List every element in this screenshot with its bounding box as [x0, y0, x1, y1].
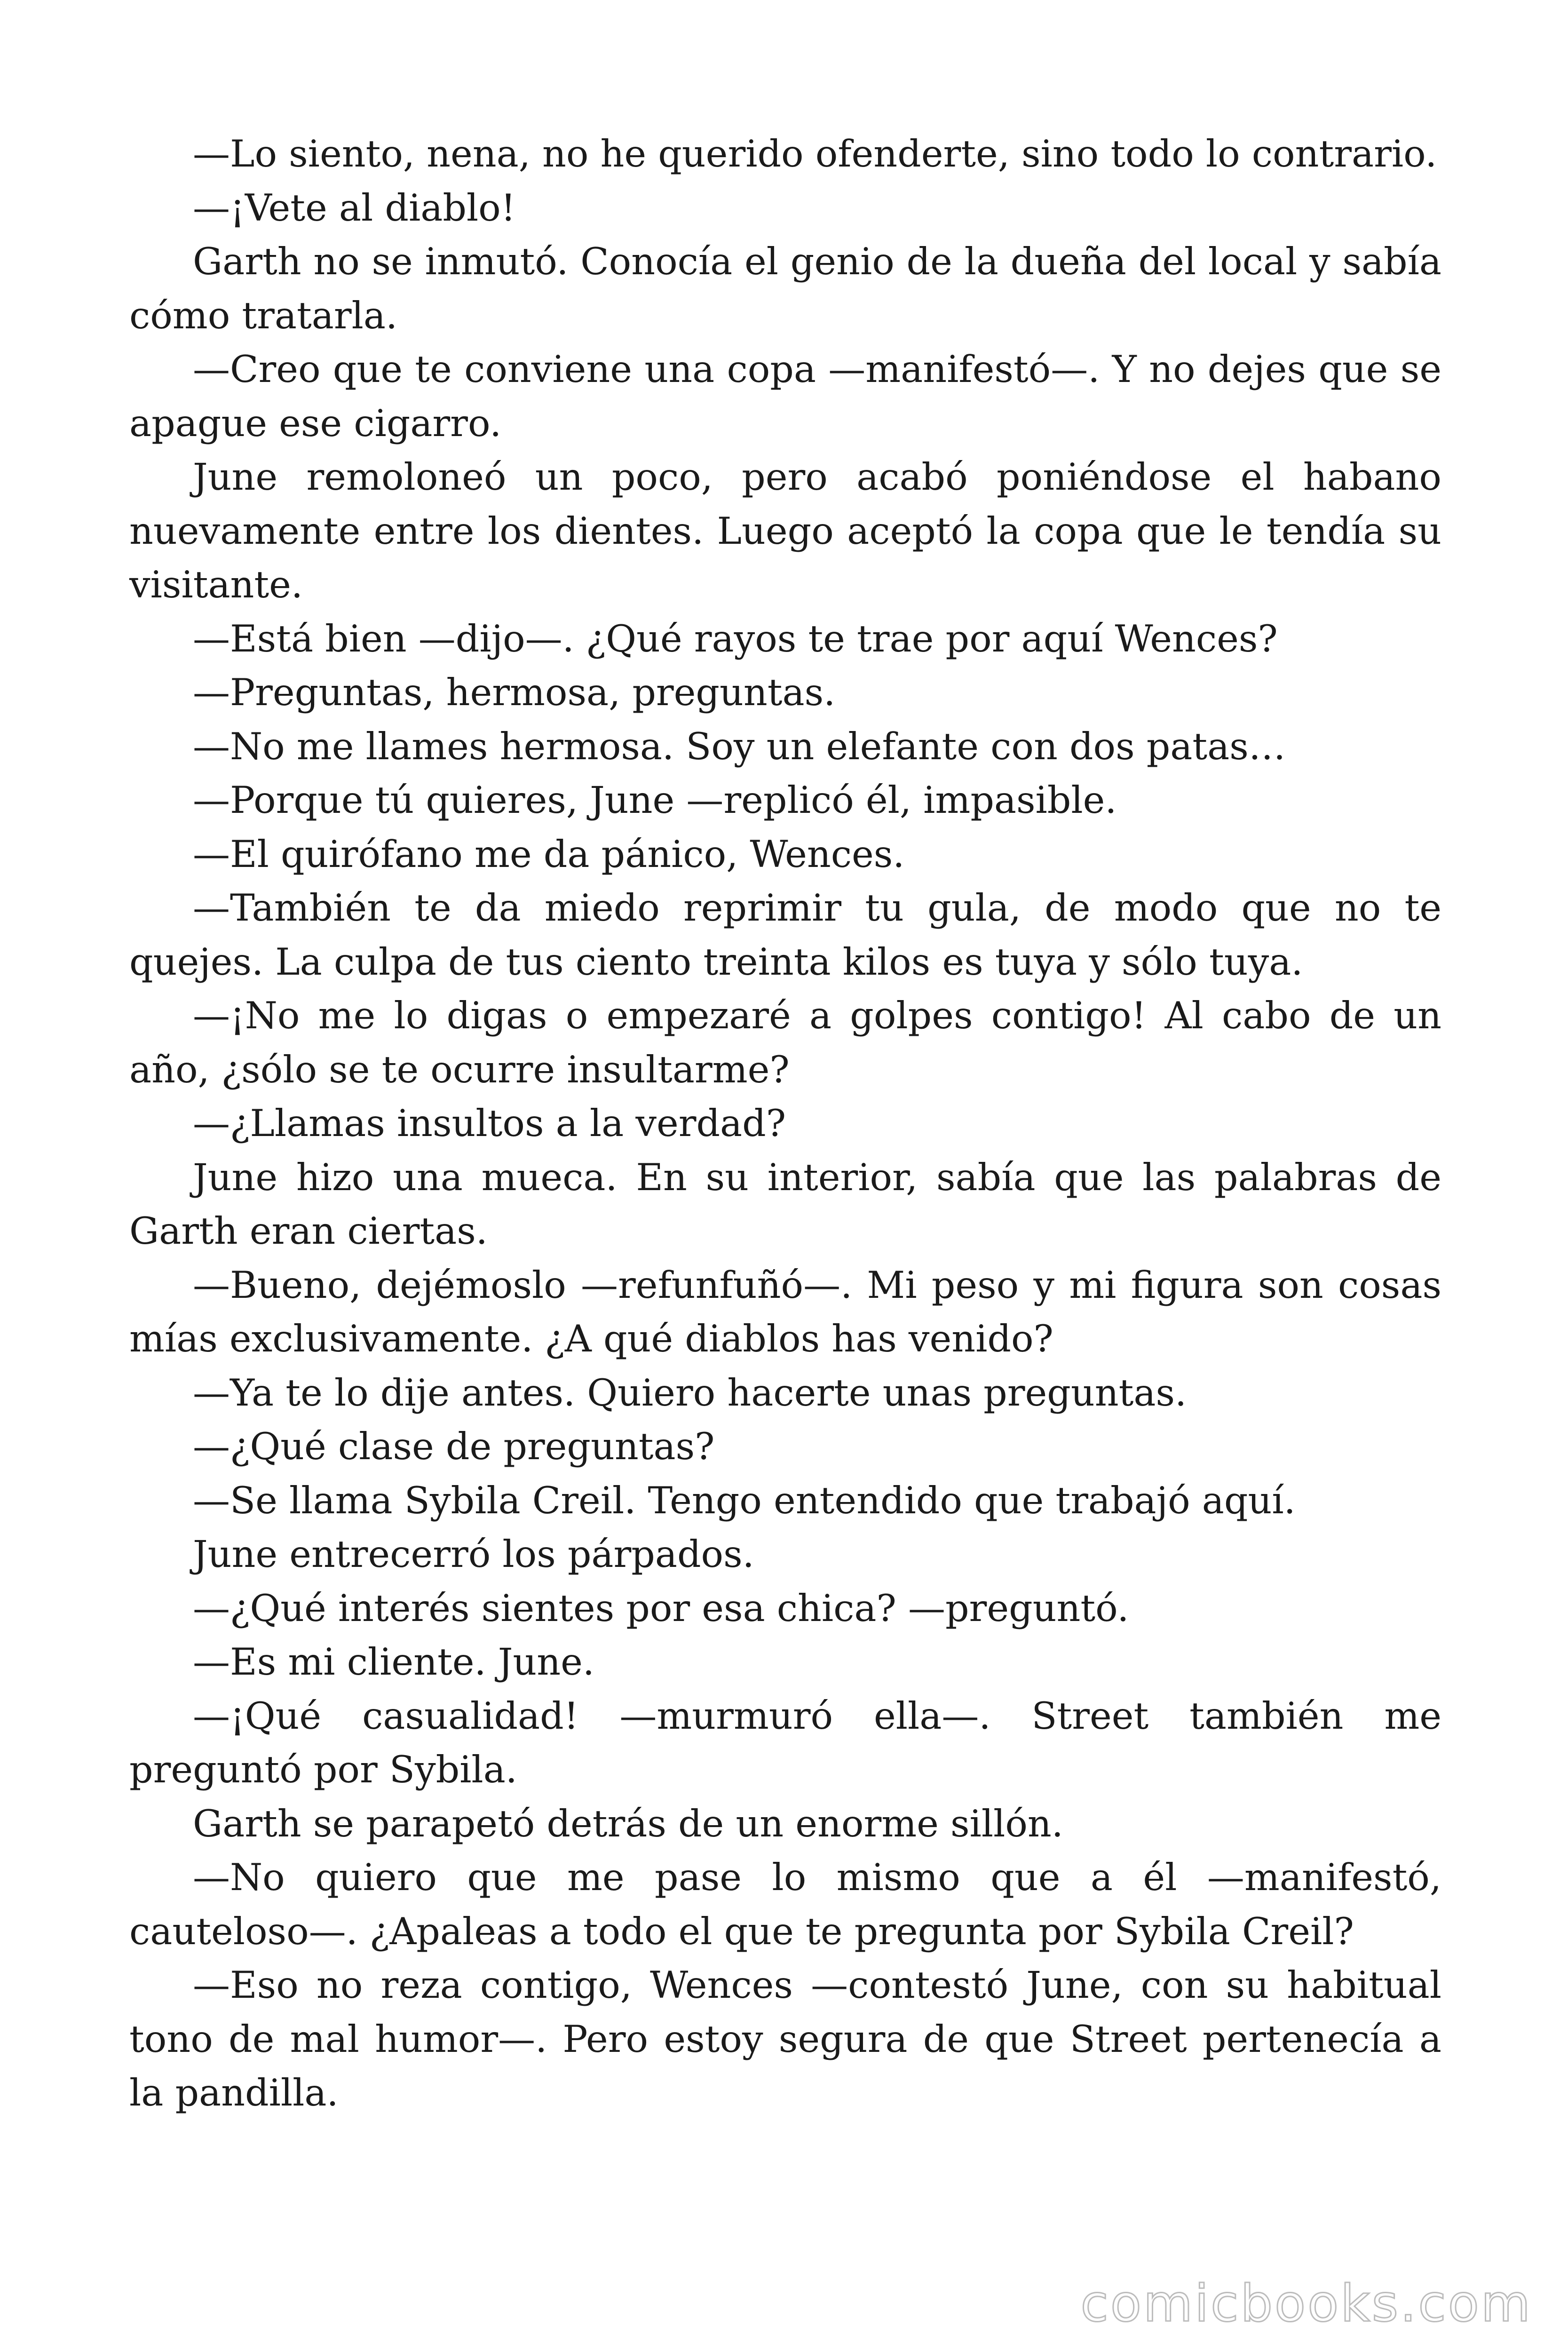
paragraph: —¡No me lo digas o empezaré a golpes contigo! Al cabo de un año, ¿sólo se te ocurre insultarme? — [129, 994, 1441, 1091]
paragraph: —Porque tú quieres, June —replicó él, impasible. — [193, 779, 1117, 822]
paragraph: —Lo siento, nena, no he querido ofenderte, sino todo lo contrario. — [193, 132, 1437, 175]
paragraph: —No quiero que me pase lo mismo que a él —manifestó, cauteloso—. ¿Apaleas a todo el que te pregunta por Sybila Creil? — [129, 1856, 1441, 1953]
paragraph: —El quirófano me da pánico, Wences. — [193, 832, 905, 876]
paragraph: —Preguntas, hermosa, preguntas. — [193, 671, 836, 714]
paragraph: Garth no se inmutó. Conocía el genio de la dueña del local y sabía cómo tratarla. — [129, 240, 1441, 337]
paragraph: —¿Qué interés sientes por esa chica? —preguntó. — [193, 1586, 1129, 1630]
paragraph: —Eso no reza contigo, Wences —contestó June, con su habitual tono de mal humor—. Pero estoy segura de que Street pertenecía a la pandilla. — [129, 1963, 1441, 2114]
paragraph: —También te da miedo reprimir tu gula, de modo que no te quejes. La culpa de tus ciento treinta kilos es tuya y sólo tuya. — [129, 886, 1441, 984]
paragraph: —Bueno, dejémoslo —refunfuñó—. Mi peso y mi figura son cosas mías exclusivamente. ¿A qué diablos has venido? — [129, 1263, 1441, 1360]
paragraph: —Creo que te conviene una copa —manifestó—. Y no dejes que se apague ese cigarro. — [129, 348, 1441, 445]
page-text — [129, 127, 1441, 2120]
paragraph: Garth se parapetó detrás de un enorme sillón. — [193, 1802, 1063, 1845]
paragraph: June remoloneó un poco, pero acabó poniéndose el habano nuevamente entre los dientes. Luego aceptó la copa que le tendía su visitante. — [129, 455, 1441, 606]
watermark: comicbooks.com — [1080, 2274, 1532, 2333]
paragraph: —Es mi cliente. June. — [193, 1640, 595, 1684]
paragraph: —No me llames hermosa. Soy un elefante con dos patas… — [193, 724, 1286, 768]
paragraph: —Está bien —dijo—. ¿Qué rayos te trae por aquí Wences? — [193, 617, 1278, 660]
paragraph: —Se llama Sybila Creil. Tengo entendido que trabajó aquí. — [193, 1478, 1296, 1522]
paragraph: —¿Llamas insultos a la verdad? — [193, 1102, 786, 1145]
paragraph: —¡Qué casualidad! —murmuró ella—. Street también me preguntó por Sybila. — [129, 1694, 1441, 1791]
paragraph: —Ya te lo dije antes. Quiero hacerte unas preguntas. — [193, 1371, 1187, 1414]
paragraph: —¡Vete al diablo! — [193, 186, 516, 230]
paragraph: June hizo una mueca. En su interior, sabía que las palabras de Garth eran ciertas. — [129, 1155, 1441, 1253]
paragraph: —¿Qué clase de preguntas? — [193, 1425, 715, 1468]
paragraph: June entrecerró los párpados. — [193, 1533, 754, 1576]
